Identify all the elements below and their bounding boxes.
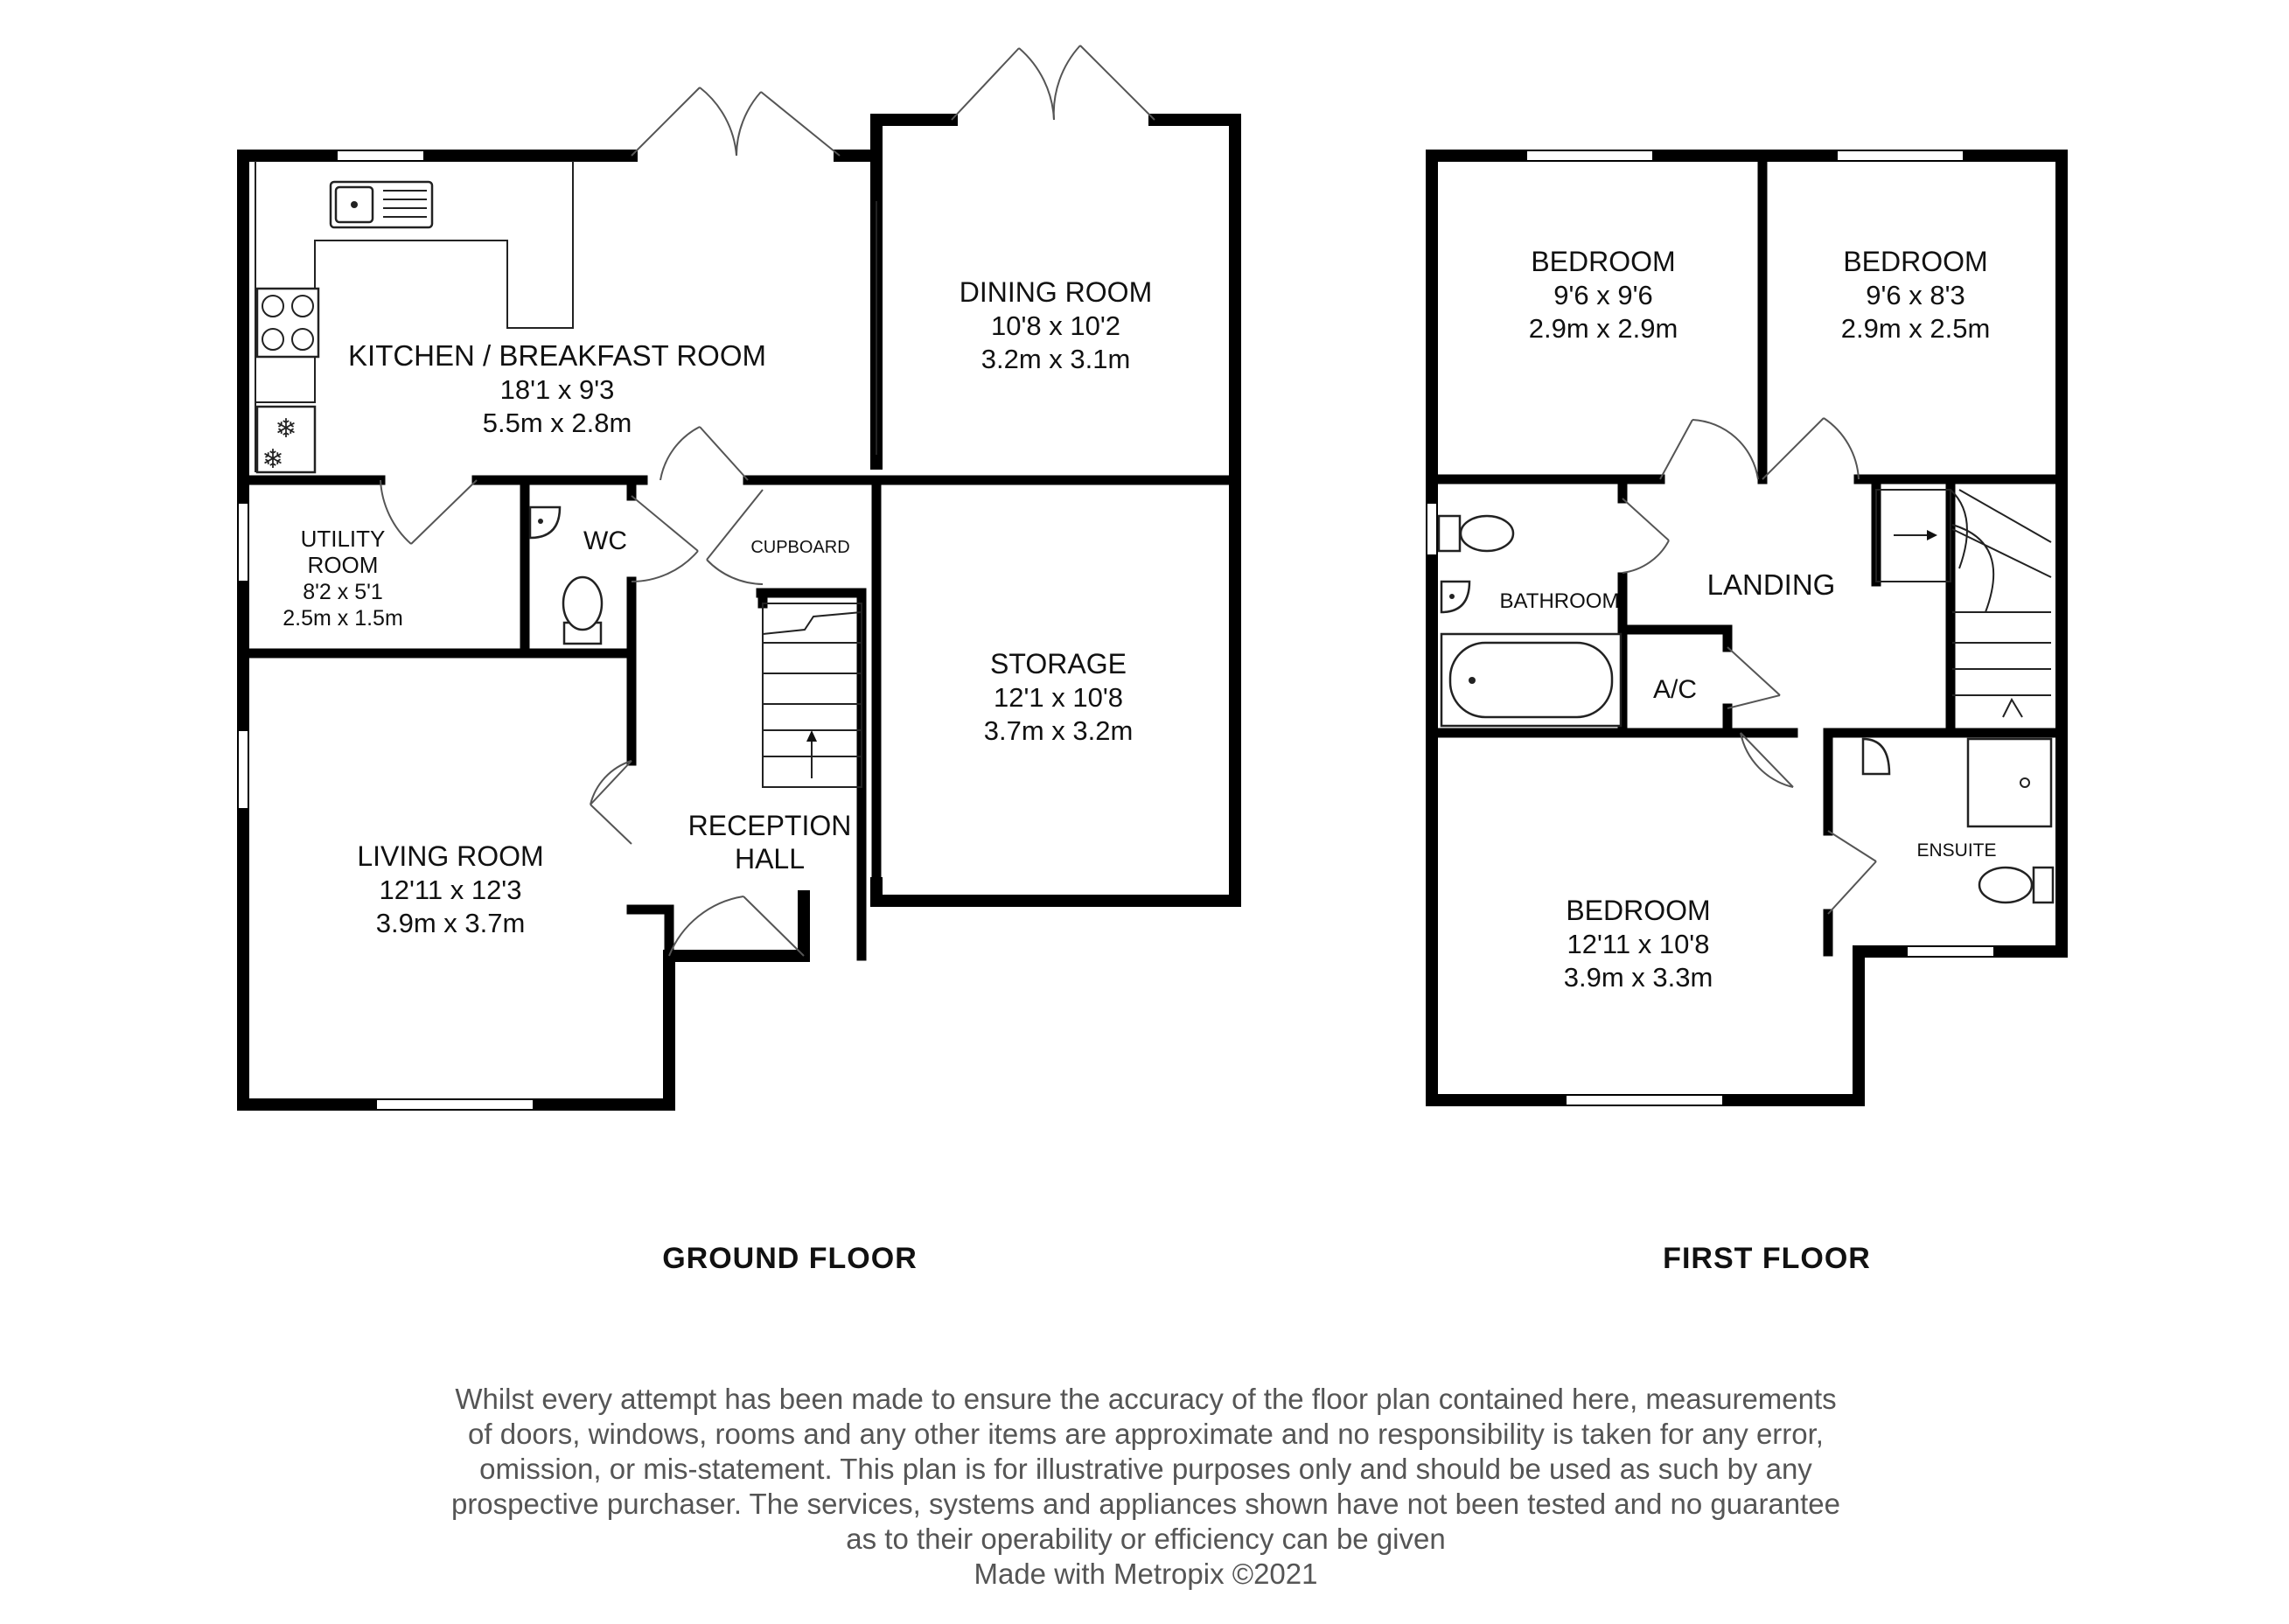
ensuite-name: ENSUITE [1916,840,1997,861]
basin-icon [530,507,560,538]
disclaimer-line: prospective purchaser. The services, systems and appliances shown have not been tested and no guarantee [450,1488,1841,1520]
toilet-icon [563,577,602,644]
kitchen-name: KITCHEN / BREAKFAST ROOM [348,339,766,372]
first-floor-labels [1500,246,1997,993]
living-name: LIVING ROOM [357,840,544,872]
first-floor-doors [1623,418,1876,914]
wc-name: WC [583,526,627,555]
bathroom-fixtures [1439,516,1621,726]
dining-imperial: 10'8 x 10'2 [990,310,1121,341]
bedroom1-metric: 2.9m x 2.9m [1528,313,1678,344]
bath-icon [1441,634,1621,726]
living-metric: 3.9m x 3.7m [375,908,526,938]
basin-icon [1441,582,1469,612]
disclaimer-line: of doors, windows, rooms and any other items are approximate and no responsibility is taken for any error, [468,1418,1824,1450]
ensuite-fixtures [1863,739,2053,903]
bedroom3-imperial: 12'11 x 10'8 [1567,929,1710,959]
shower-icon [1968,739,2051,826]
storage-name: STORAGE [990,648,1127,680]
bathroom-name: BATHROOM [1499,589,1620,613]
disclaimer-line: omission, or mis-statement. This plan is for illustrative purposes only and should be used as such by any [479,1453,1812,1485]
reception-name-2: HALL [734,843,806,875]
kitchen-imperial: 18'1 x 9'3 [499,374,615,405]
ac-name: A/C [1652,675,1698,704]
utility-name-2: ROOM [307,552,379,578]
dining-metric: 3.2m x 3.1m [981,344,1131,374]
utility-name-1: UTILITY [300,526,386,552]
bedroom1-imperial: 9'6 x 9'6 [1553,280,1653,310]
bedroom2-name: BEDROOM [1843,246,1988,277]
bedroom3-name: BEDROOM [1566,895,1711,926]
reception-name-1: RECEPTION [687,810,852,841]
storage-imperial: 12'1 x 10'8 [993,682,1124,713]
toilet-icon [1979,868,2053,903]
bedroom2-metric: 2.9m x 2.5m [1840,313,1991,344]
first-floor-label: FIRST FLOOR [1663,1242,1871,1275]
bedroom3-metric: 3.9m x 3.3m [1563,962,1713,993]
cupboard-name: CUPBOARD [750,538,850,557]
ground-floor-label: GROUND FLOOR [662,1242,918,1275]
kitchen-metric: 5.5m x 2.8m [482,408,632,438]
svg-text:❄: ❄ [275,414,297,444]
disclaimer-line: Whilst every attempt has been made to ensure the accuracy of the floor plan contained here, measurements [455,1383,1837,1415]
sink-icon [331,182,432,227]
ground-floor-labels [283,276,1152,938]
utility-metric: 2.5m x 1.5m [283,606,403,631]
landing-name: LANDING [1706,568,1836,601]
svg-text:❄: ❄ [262,444,284,475]
fridge-freezer-icon [257,407,315,475]
bedroom1-name: BEDROOM [1531,246,1676,277]
disclaimer-line: as to their operability or efficiency can be given [846,1523,1446,1555]
first-floor-walls [1432,156,2062,1100]
hob-icon [257,289,318,357]
dining-name: DINING ROOM [959,276,1153,308]
bedroom2-imperial: 9'6 x 8'3 [1866,280,1965,310]
disclaimer [332,1382,1959,1592]
basin-icon [1863,739,1889,774]
first-stairs [1876,490,2051,717]
utility-imperial: 8'2 x 5'1 [303,580,383,604]
first-floor-plan [1427,150,2062,1275]
ground-floor-plan [238,45,1235,1275]
storage-metric: 3.7m x 3.2m [983,715,1134,746]
toilet-icon [1439,516,1513,551]
ground-stairs [763,603,862,787]
living-imperial: 12'11 x 12'3 [379,875,522,905]
credit-line: Made with Metropix ©2021 [974,1558,1318,1590]
